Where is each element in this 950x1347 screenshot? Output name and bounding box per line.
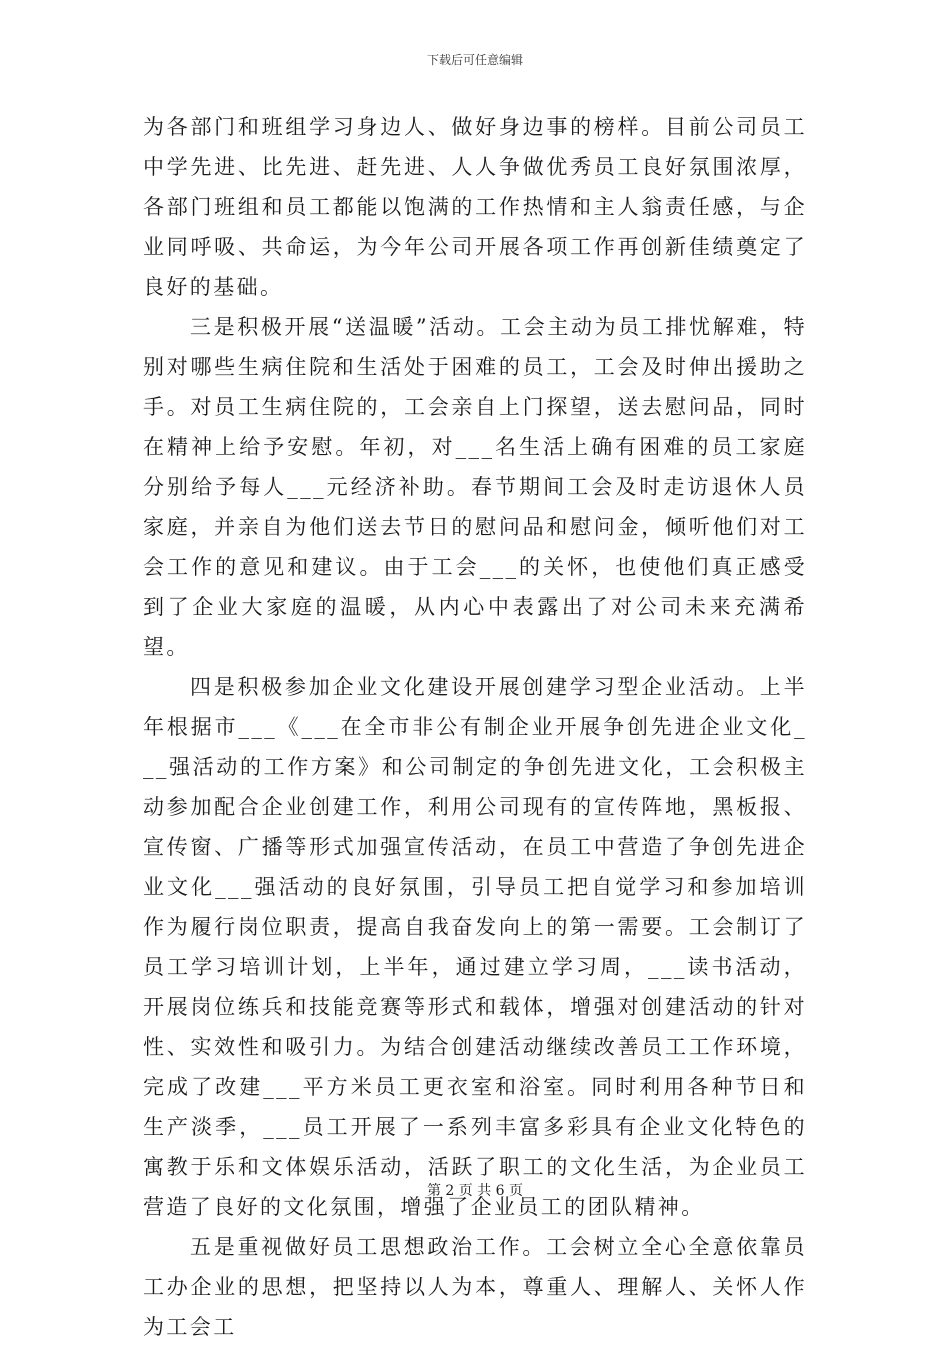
document-body	[143, 107, 807, 1347]
paragraph-continuation: 为各部门和班组学习身边人、做好身边事的榜样。目前公司员工中学先进、比先进、赶先进、人人争做优秀员工良好氛围浓厚，各部门班组和员工都能以饱满的工作热情和主人翁责任感，与企业同呼吸、共命运，为今年公司开展各项工作再创新佳绩奠定了良好的基础。	[143, 115, 807, 299]
paragraph-political-work: 五是重视做好员工思想政治工作。工会树立全心全意依靠员工办企业的思想，把坚持以人为本，尊重人、理解人、关怀人作为工会工	[143, 1235, 807, 1339]
paragraph-warmth-activity: 三是积极开展“送温暖”活动。工会主动为员工排忧解难，特别对哪些生病住院和生活处于困难的员工，工会及时伸出援助之手。对员工生病住院的，工会亲自上门探望，送去慰问品，同时在精神上给予安慰。年初，对___名生活上确有困难的员工家庭分别给予每人___元经济补助。春节期间工会及时走访退休人员家庭，并亲自为他们送去节日的慰问品和慰问金，倾听他们对工会工作的意见和建议。由于工会___的关怀，也使他们真正感受到了企业大家庭的温暖，从内心中表露出了对公司未来充满希望。	[143, 315, 807, 659]
page-header-note: 下载后可任意编辑	[426, 53, 523, 67]
paragraph-corporate-culture: 四是积极参加企业文化建设开展创建学习型企业活动。上半年根据市___《___在全市非公有制企业开展争创先进企业文化___强活动的工作方案》和公司制定的争创先进文化，工会积极主动参加配合企业创建工作，利用公司现有的宣传阵地，黑板报、宣传窗、广播等形式加强宣传活动，在员工中营造了争创先进企业文化___强活动的良好氛围，引导员工把自觉学习和参加培训作为履行岗位职责，提高自我奋发向上的第一需要。工会制订了员工学习培训计划，上半年，通过建立学习周，___读书活动，开展岗位练兵和技能竞赛等形式和载体，增强对创建活动的针对性、实效性和吸引力。为结合创建活动继续改善员工工作环境，完成了改建___平方米员工更衣室和浴室。同时利用各种节日和生产淡季，___员工开展了一系列丰富多彩具有企业文化特色的寓教于乐和文体娱乐活动，活跃了职工的文化生活，为企业员工营造了良好的文化氛围，增强了企业员工的团队精神。	[143, 675, 807, 1219]
page-number: 第 2 页 共 6 页	[426, 1183, 524, 1199]
